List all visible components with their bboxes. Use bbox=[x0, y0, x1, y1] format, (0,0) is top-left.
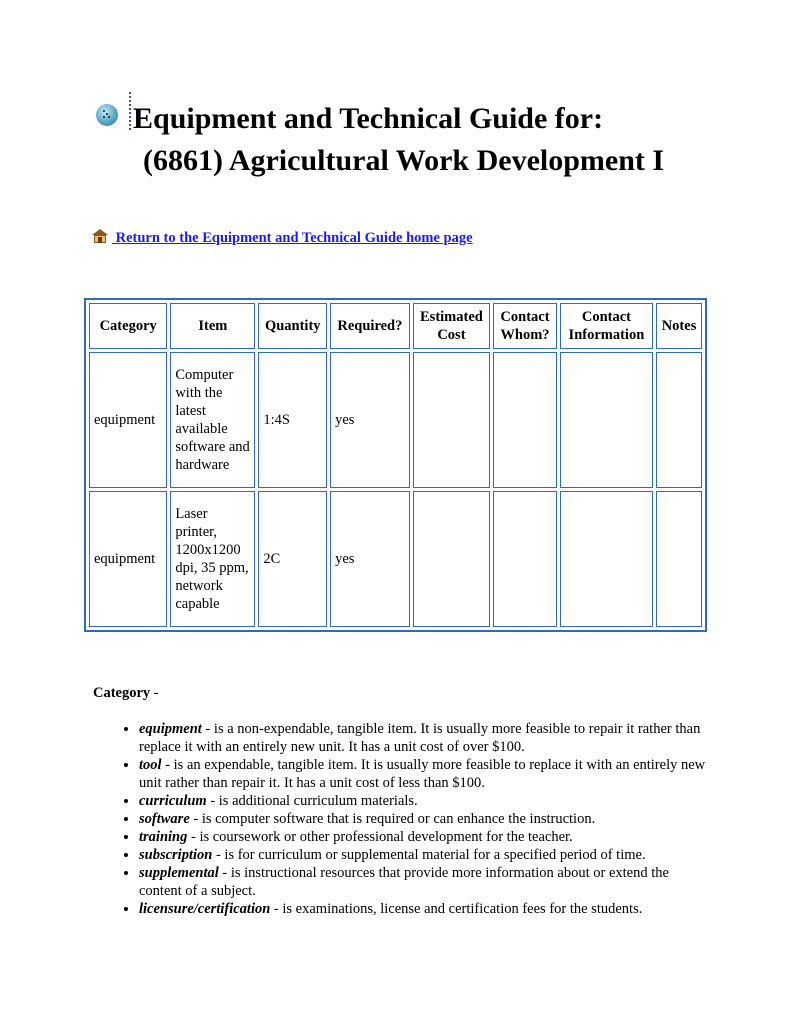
table-header-row bbox=[89, 303, 702, 349]
legend-term: equipment bbox=[139, 721, 202, 737]
legend-term: software bbox=[139, 811, 190, 827]
home-link-label: Return to the Equipment and Technical Guide home page bbox=[115, 230, 473, 246]
cell-item: Laser printer, 1200x1200 dpi, 35 ppm, network capable bbox=[170, 491, 255, 627]
equipment-table bbox=[84, 298, 707, 632]
legend-desc: - is an expendable, tangible item. It is usually more feasible to replace it with an entirely new unit rather than repair it. It has a unit cost of less than $100. bbox=[139, 757, 706, 791]
header-contact-information: Contact Information bbox=[560, 303, 653, 349]
cell-quantity: 2C bbox=[258, 491, 327, 627]
legend-heading-dash: - bbox=[150, 685, 159, 701]
table-row bbox=[89, 491, 702, 627]
cell-estimated-cost bbox=[413, 491, 491, 627]
header-item: Item bbox=[170, 303, 255, 349]
cell-notes bbox=[656, 352, 702, 488]
cell-item: Computer with the latest available software and hardware bbox=[170, 352, 255, 488]
legend-list bbox=[93, 720, 713, 918]
table-row bbox=[89, 352, 702, 488]
header-quantity: Quantity bbox=[258, 303, 327, 349]
home-link[interactable] bbox=[92, 230, 473, 246]
cell-notes bbox=[656, 491, 702, 627]
list-item bbox=[139, 864, 713, 900]
cell-quantity: 1:4S bbox=[258, 352, 327, 488]
legend-term: supplemental bbox=[139, 865, 219, 881]
cell-required: yes bbox=[330, 491, 410, 627]
legend-term: licensure/certification bbox=[139, 901, 271, 917]
legend-desc: - is instructional resources that provide more information about or extend the content of a subject. bbox=[139, 865, 669, 899]
list-item bbox=[139, 720, 713, 756]
bullet-orb-icon bbox=[96, 104, 118, 126]
cell-estimated-cost bbox=[413, 352, 491, 488]
cell-category: equipment bbox=[89, 352, 167, 488]
legend-desc: - is examinations, license and certification fees for the students. bbox=[270, 901, 643, 917]
home-link-row bbox=[92, 229, 473, 247]
legend-desc: - is additional curriculum materials. bbox=[206, 793, 418, 809]
cell-contact-information bbox=[560, 491, 653, 627]
header-contact-whom: Contact Whom? bbox=[493, 303, 557, 349]
cell-contact-whom bbox=[493, 491, 557, 627]
list-item bbox=[139, 756, 713, 792]
page-title: Equipment and Technical Guide for: bbox=[133, 102, 604, 135]
title-divider bbox=[129, 92, 131, 130]
header-notes: Notes bbox=[656, 303, 702, 349]
home-icon bbox=[92, 229, 108, 243]
list-item bbox=[139, 828, 713, 846]
list-item bbox=[139, 900, 713, 918]
legend-term: tool bbox=[139, 757, 162, 773]
legend-term: curriculum bbox=[139, 793, 207, 809]
list-item bbox=[139, 810, 713, 828]
cell-required: yes bbox=[330, 352, 410, 488]
legend-term: subscription bbox=[139, 847, 213, 863]
cell-category: equipment bbox=[89, 491, 167, 627]
legend-desc: - is for curriculum or supplemental material for a specified period of time. bbox=[212, 847, 646, 863]
header-estimated-cost: Estimated Cost bbox=[413, 303, 491, 349]
legend-term: training bbox=[139, 829, 188, 845]
legend-heading-text: Category bbox=[93, 685, 151, 701]
category-legend bbox=[93, 684, 713, 918]
header-category: Category bbox=[89, 303, 167, 349]
legend-desc: - is computer software that is required or can enhance the instruction. bbox=[189, 811, 596, 827]
legend-desc: - is a non-expendable, tangible item. It is usually more feasible to repair it rather than replace it with an entirely new unit. It has a unit cost of over $100. bbox=[139, 721, 701, 755]
legend-desc: - is coursework or other professional development for the teacher. bbox=[187, 829, 573, 845]
cell-contact-information bbox=[560, 352, 653, 488]
legend-heading bbox=[93, 684, 713, 702]
cell-contact-whom bbox=[493, 352, 557, 488]
list-item bbox=[139, 846, 713, 864]
page-subtitle: (6861) Agricultural Work Development I bbox=[143, 144, 665, 177]
header-required: Required? bbox=[330, 303, 410, 349]
list-item bbox=[139, 792, 713, 810]
